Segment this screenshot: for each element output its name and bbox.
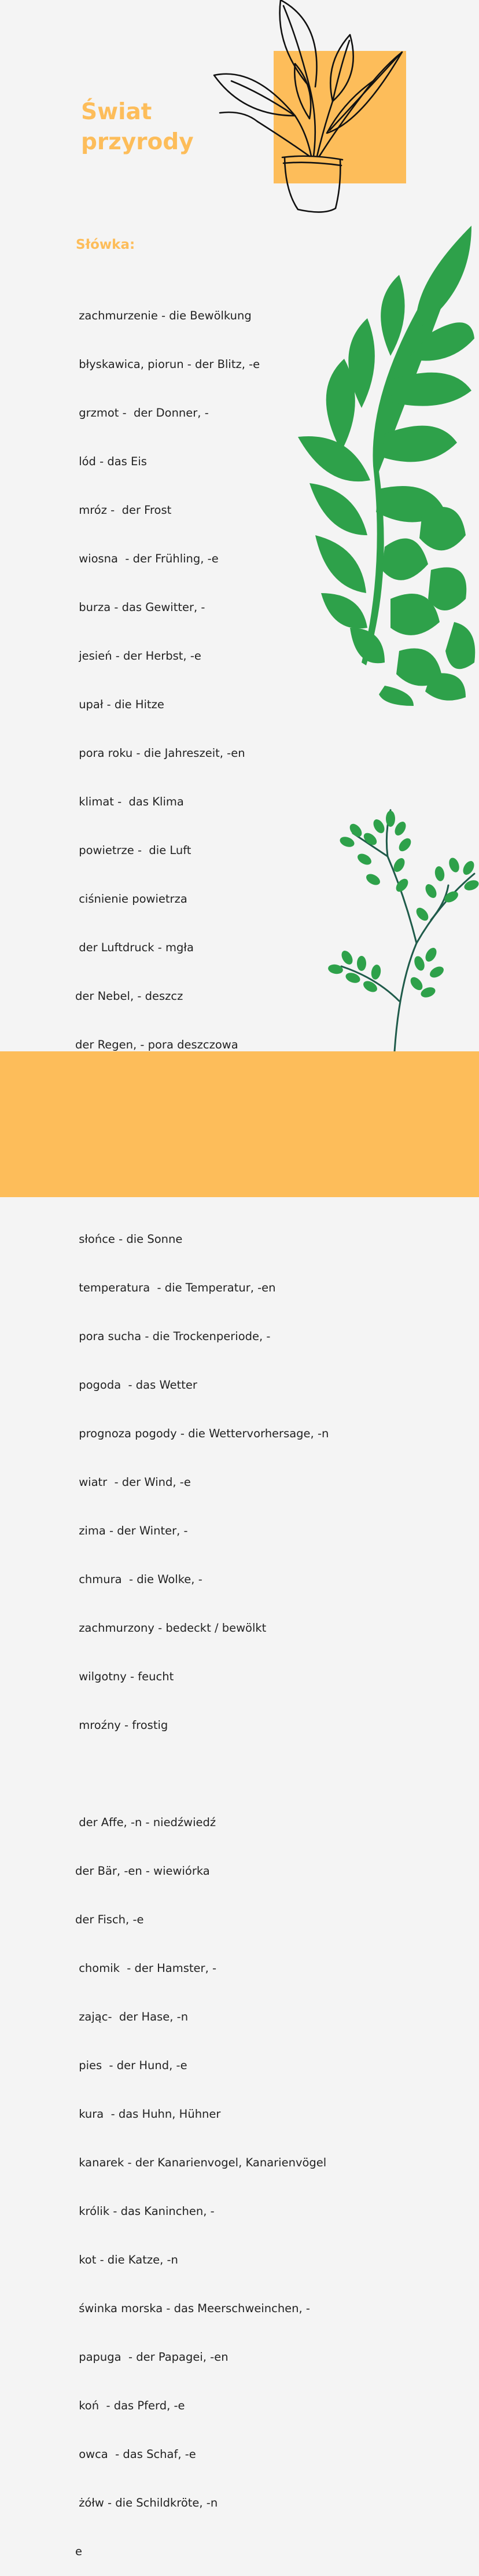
list-item: der Regen, - pora deszczowa [75, 1038, 238, 1051]
section-label: Słówka: [76, 237, 135, 252]
list-item: wiatr - der Wind, -e [75, 1475, 191, 1489]
list-item: zając- der Hase, -n [75, 2010, 189, 2023]
list-item: e [75, 2545, 82, 2558]
list-item: pora sucha - die Trockenperiode, - [75, 1330, 271, 1343]
list-item: upał - die Hitze [75, 698, 164, 711]
list-item: temperatura - die Temperatur, -en [75, 1281, 276, 1294]
list-item: der Fisch, -e [75, 1913, 144, 1926]
list-item: burza - das Gewitter, - [75, 601, 205, 614]
list-item: klimat - das Klima [75, 795, 184, 808]
list-item: świnka morska - das Meerschweinchen, - [75, 2302, 310, 2315]
list-item: owca - das Schaf, -e [75, 2448, 196, 2461]
list-item: zima - der Winter, - [75, 1524, 188, 1537]
list-item: mróz - der Frost [75, 503, 172, 517]
list-item: pies - der Hund, -e [75, 2059, 187, 2072]
list-spacer [75, 1766, 329, 1782]
list-item: wiosna - der Frühling, -e [75, 552, 219, 565]
list-item: koń - das Pferd, -e [75, 2399, 185, 2412]
title-line-2: przyrody [81, 129, 194, 155]
potted-plant-icon [208, 0, 411, 217]
list-item: chomik - der Hamster, - [75, 1962, 216, 1975]
list-item: słońce - die Sonne [75, 1232, 183, 1246]
footer-band [0, 1051, 479, 1197]
list-item: der Nebel, - deszcz [75, 989, 183, 1003]
list-item: błyskawica, piorun - der Blitz, -e [75, 358, 260, 371]
list-item: kanarek - der Kanarienvogel, Kanarienvögel [75, 2156, 327, 2169]
page-title [81, 97, 194, 157]
list-item: pora roku - die Jahreszeit, -en [75, 746, 245, 760]
list-item: chmura - die Wolke, - [75, 1573, 202, 1586]
list-item: lód - das Eis [75, 455, 147, 468]
list-item: ciśnienie powietrza [75, 892, 187, 906]
fern-branch-icon [298, 223, 479, 706]
list-item: der Bär, -en - wiewiórka [75, 1864, 210, 1878]
list-item: papuga - der Papagei, -en [75, 2350, 229, 2364]
list-item: wilgotny - feucht [75, 1670, 174, 1683]
list-item: grzmot - der Donner, - [75, 406, 209, 419]
title-line-1: Świat [81, 99, 152, 125]
list-item: zachmurzony - bedeckt / bewölkt [75, 1621, 267, 1635]
small-sprig-icon [330, 810, 479, 1052]
list-item: zachmurzenie - die Bewölkung [75, 309, 252, 322]
list-item: mroźny - frostig [75, 1718, 168, 1732]
list-item: der Affe, -n - niedźwiedź [75, 1816, 216, 1829]
list-item: der Luftdruck - mgła [75, 941, 194, 954]
list-item: kot - die Katze, -n [75, 2253, 178, 2266]
list-item: jesień - der Herbst, -e [75, 649, 201, 663]
list-item: kura - das Huhn, Hühner [75, 2107, 221, 2121]
list-item: żółw - die Schildkröte, -n [75, 2496, 218, 2509]
list-item: pogoda - das Wetter [75, 1378, 197, 1392]
vocabulary-list [75, 275, 329, 2576]
list-item: powietrze - die Luft [75, 844, 191, 857]
list-item: królik - das Kaninchen, - [75, 2205, 215, 2218]
list-item: prognoza pogody - die Wettervorhersage, -n [75, 1427, 329, 1440]
